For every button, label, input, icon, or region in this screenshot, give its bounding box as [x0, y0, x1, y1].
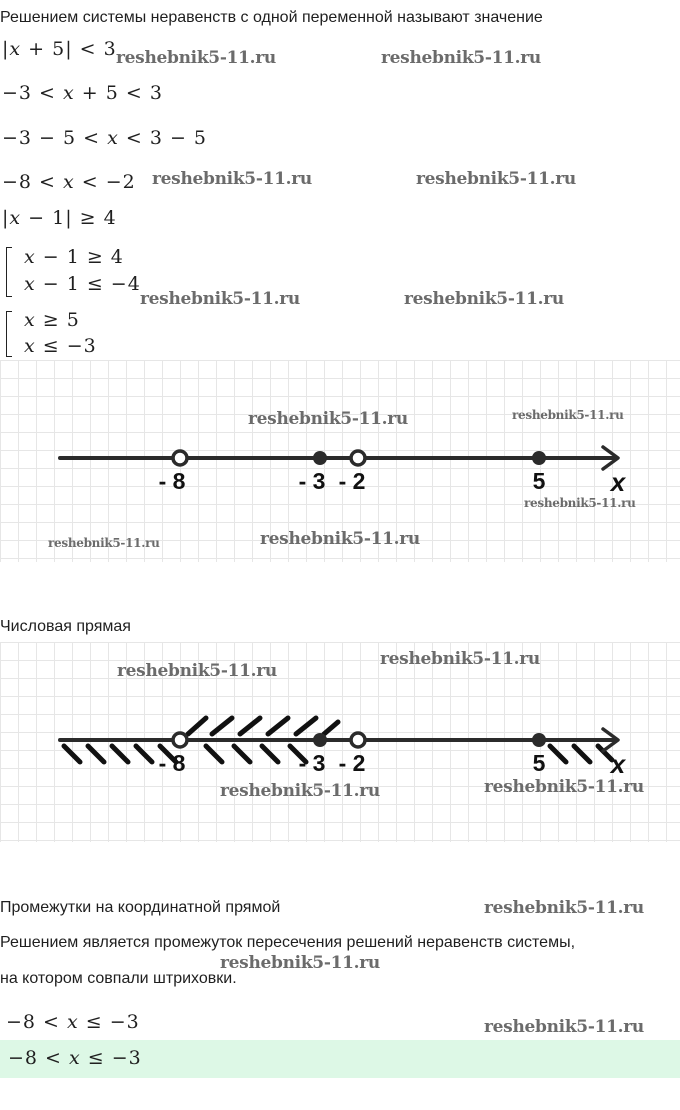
- watermark: reshebnik5-11.ru: [380, 649, 540, 669]
- watermark: reshebnik5-11.ru: [220, 781, 380, 801]
- watermark: reshebnik5-11.ru: [512, 408, 624, 422]
- hatching-above-middle: [188, 718, 338, 734]
- number-line-grid-2: [0, 642, 680, 842]
- caption-intervals: Промежутки на координатной прямой: [0, 899, 281, 916]
- watermark: reshebnik5-11.ru: [484, 898, 644, 918]
- hatching-below-right: [550, 746, 612, 762]
- closed-point-5: [532, 451, 546, 465]
- label-5: 5: [532, 750, 546, 776]
- label-minus-8: - 8: [158, 750, 186, 776]
- label-minus-3: - 3: [298, 750, 326, 776]
- watermark: reshebnik5-11.ru: [248, 409, 408, 429]
- caption-number-line: Числовая прямая: [0, 618, 131, 635]
- watermark: reshebnik5-11.ru: [260, 529, 420, 549]
- watermark: reshebnik5-11.ru: [381, 48, 541, 68]
- open-point-minus-2: [351, 451, 365, 465]
- watermark: reshebnik5-11.ru: [404, 289, 564, 309]
- open-point-minus-2: [351, 733, 365, 747]
- watermark: reshebnik5-11.ru: [48, 536, 160, 550]
- system-bracket-1: [6, 247, 7, 297]
- step-result-interval: −8 < x < −2: [2, 171, 136, 193]
- intro-text: Решением системы неравенств с одной переменной называют значение: [0, 9, 543, 26]
- step-abs-x-plus-5: |x + 5| < 3: [2, 38, 117, 60]
- label-minus-3: - 3: [298, 468, 326, 494]
- closed-point-minus-3: [313, 733, 327, 747]
- open-point-minus-8: [173, 451, 187, 465]
- open-point-minus-8: [173, 733, 187, 747]
- system-bracket-2: [6, 311, 7, 357]
- label-minus-8: - 8: [158, 468, 186, 494]
- axis-label-x: x: [610, 467, 626, 497]
- label-minus-2: - 2: [338, 750, 366, 776]
- watermark: reshebnik5-11.ru: [220, 953, 380, 973]
- conclusion-line-1: Решением является промежуток пересечения решений неравенств системы,: [0, 934, 576, 951]
- watermark: reshebnik5-11.ru: [484, 777, 644, 797]
- label-minus-2: - 2: [338, 468, 366, 494]
- watermark: reshebnik5-11.ru: [140, 289, 300, 309]
- watermark: reshebnik5-11.ru: [116, 48, 276, 68]
- watermark: reshebnik5-11.ru: [416, 169, 576, 189]
- conclusion-line-2: на котором совпали штриховки.: [0, 970, 237, 987]
- number-line-2: [0, 642, 680, 842]
- system1-row2: x − 1 ≤ −4: [24, 273, 141, 295]
- closed-point-5: [532, 733, 546, 747]
- system1-row1: x − 1 ≥ 4: [24, 246, 124, 268]
- result-interval: −8 < x ≤ −3: [6, 1011, 140, 1033]
- system2-row2: x ≤ −3: [24, 335, 97, 357]
- closed-point-minus-3: [313, 451, 327, 465]
- axis-label-x: x: [610, 749, 626, 779]
- watermark: reshebnik5-11.ru: [117, 661, 277, 681]
- step-subtract-5: −3 − 5 < x < 3 − 5: [2, 127, 208, 149]
- watermark: reshebnik5-11.ru: [152, 169, 312, 189]
- label-5: 5: [532, 468, 546, 494]
- watermark: reshebnik5-11.ru: [484, 1017, 644, 1037]
- step-double-inequality: −3 < x + 5 < 3: [2, 82, 163, 104]
- watermark: reshebnik5-11.ru: [524, 496, 636, 510]
- system2-row1: x ≥ 5: [24, 309, 80, 331]
- step-abs-x-minus-1: |x − 1| ≥ 4: [2, 207, 117, 229]
- answer-interval: −8 < x ≤ −3: [8, 1047, 142, 1069]
